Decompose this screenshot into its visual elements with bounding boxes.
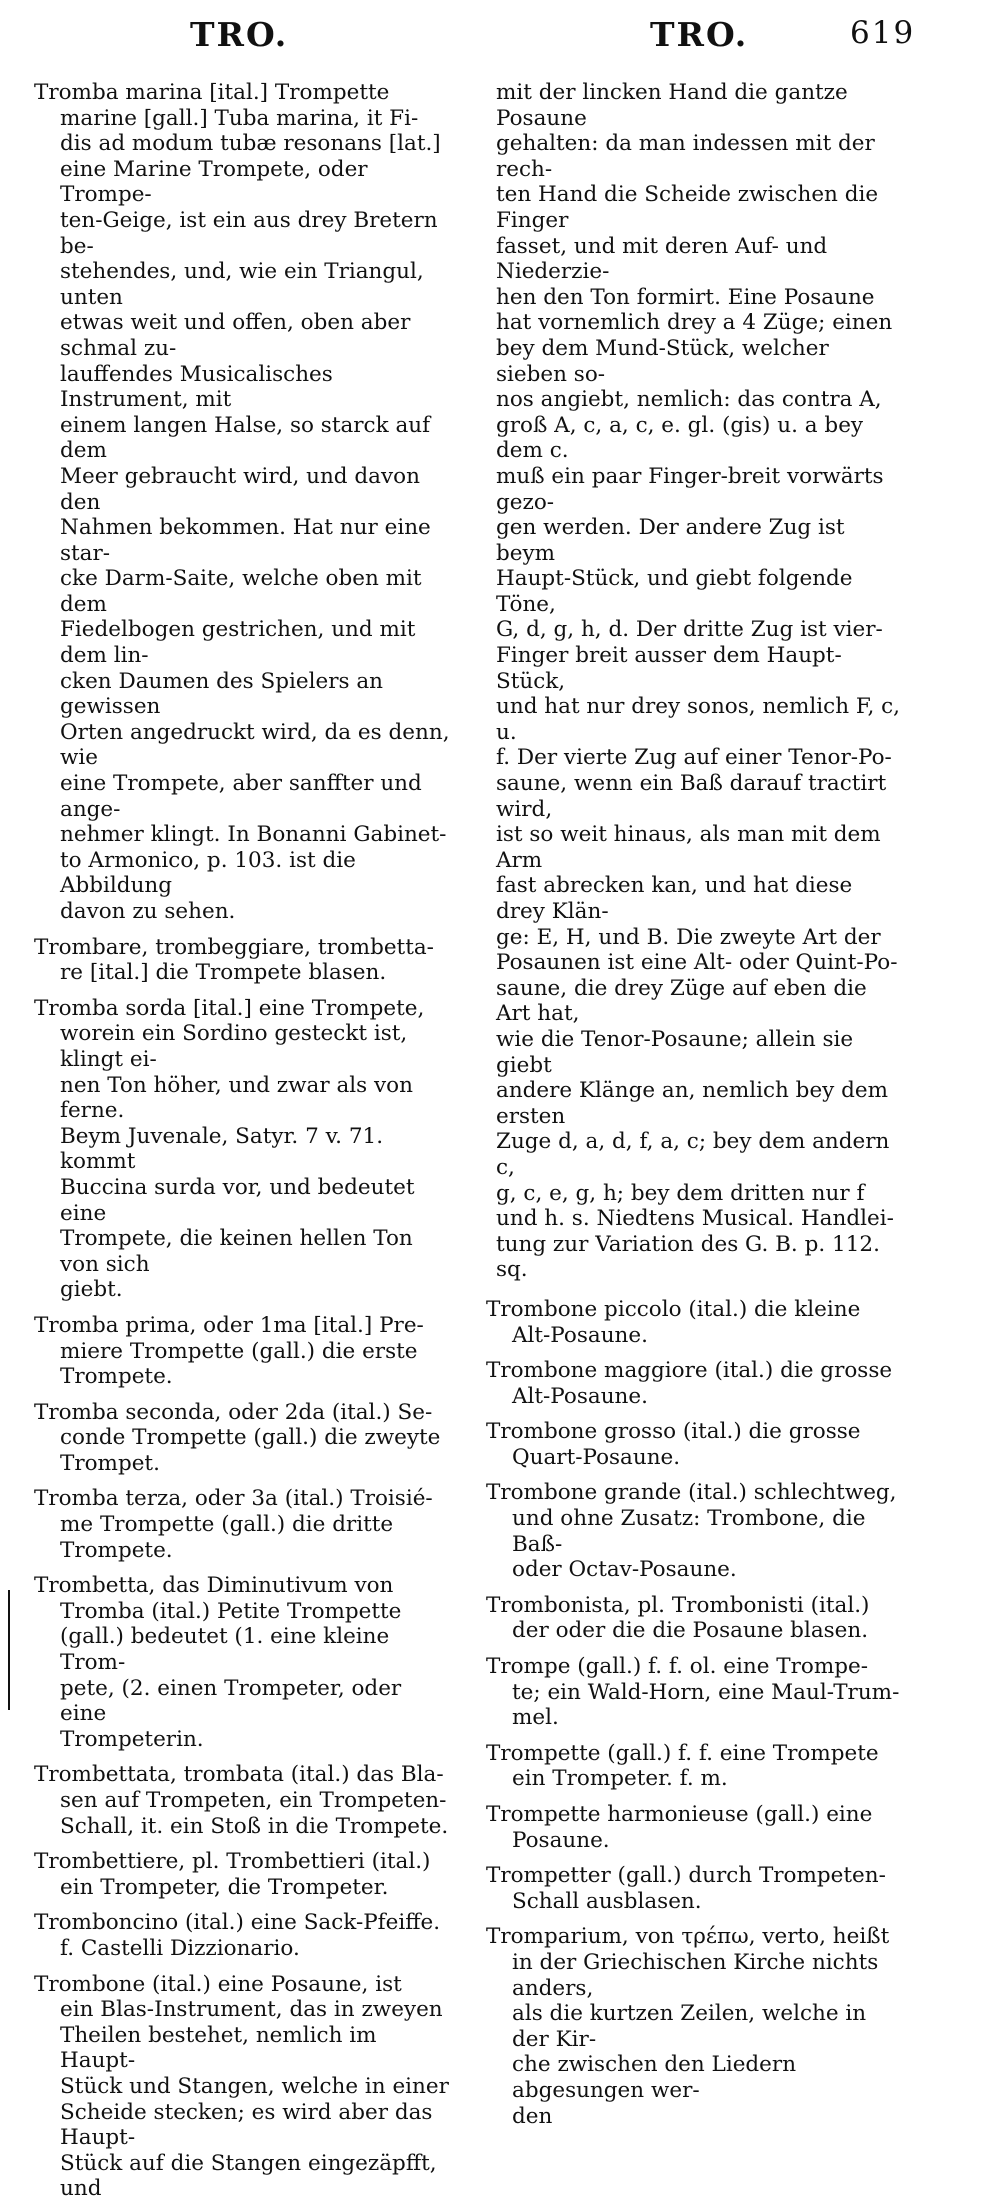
entry-trombettata: Trombettata, trombata (ital.) das Bla- sen auf Trompeten, ein Trompeten- Schall, it. ein Stoß in die Trompete. xyxy=(34,1762,449,1839)
right-column xyxy=(486,80,906,2139)
page-number: 619 xyxy=(850,15,916,51)
entry-trompetter: Trompetter (gall.) durch Trompeten- Schall ausblasen. xyxy=(486,1863,886,1914)
entry-tromba-prima: Tromba prima, oder 1ma [ital.] Pre- miere Trompette (gall.) die erste Trompete. xyxy=(34,1312,424,1390)
running-head-right: TRO. xyxy=(650,15,749,54)
entry-trombone-grande: Trombone grande (ital.) schlechtweg, und ohne Zusatz: Trombone, die Baß- oder Octav-Posaune. xyxy=(486,1480,897,1583)
entry-trombone-maggiore: Trombone maggiore (ital.) die grosse Alt-Posaune. xyxy=(486,1358,893,1409)
entry-trombone: Trombone (ital.) eine Posaune, ist ein Blas-Instrument, das in zweyen Theilen bestehet, nemlich im Haupt- Stück und Stangen, welche in einer Scheide stecken; es wird aber das Haupt- Stück auf die Stangen eingezäpfft, und xyxy=(34,1971,449,2202)
scan-edge-mark xyxy=(8,1590,10,1710)
entry-trombetta: Trombetta, das Diminutivum von Tromba (ital.) Petite Trompette (gall.) bedeutet (1. eine kleine Trom- pete, (2. einen Trompeter, oder eine Trompeterin. xyxy=(34,1573,402,1752)
entry-tromboncino: Tromboncino (ital.) eine Sack-Pfeiffe. f. Castelli Dizzionario. xyxy=(34,1910,441,1961)
entry-tromba-sorda: Tromba sorda [ital.] eine Trompete, worein ein Sordino gesteckt ist, klingt ei- nen Ton höher, und zwar als von ferne. Beym Juvenale, Satyr. 7 v. 71. kommt Buccina surda vor, und bedeutet eine Trompete, die keinen hellen Ton von sich giebt. xyxy=(34,995,425,1303)
entry-trombettiere: Trombettiere, pl. Trombettieri (ital.) ein Trompeter, die Trompeter. xyxy=(34,1849,431,1900)
entry-trombonista: Trombonista, pl. Trombonisti (ital.) der oder die die Posaune blasen. xyxy=(486,1592,870,1644)
entry-tromparium: Tromparium, von τρέπω, verto, heißt in der Griechischen Kirche nichts anders, als die kurtzen Zeilen, welche in der Kir- che zwischen den Liedern abgesungen wer- den xyxy=(486,1924,890,2129)
entry-tromba-seconda: Tromba seconda, oder 2da (ital.) Se- conde Trompette (gall.) die zweyte Trompet. xyxy=(34,1399,441,1476)
entry-tromba-marina: Tromba marina [ital.] Trompette marine [gall.] Tuba marina, it Fi- dis ad modum tubæ resonans [lat.] eine Marine Trompete, oder Trompe- ten-Geige, ist ein aus drey Bretern be- stehendes, und, wie ein Triangul, unten etwas weit und offen, oben aber schmal zu- lauffendes Musicalisches Instrument, mit einem langen Halse, so starck auf dem Meer gebraucht wird, und davon den Nahmen bekommen. Hat nur eine star- cke Darm-Saite, welche oben mit dem Fiedelbogen gestrichen, und mit dem lin- cken Daumen des Spielers an gewissen Orten angedruckt wird, da es denn, wie eine Trompete, aber sanffter und ange- nehmer klingt. In Bonanni Gabinet- to Armonico, p. 103. ist die Abbildung davon zu sehen. xyxy=(34,80,450,924)
entry-trombone-continuation: mit der lincken Hand die gantze Posaune gehalten: da man indessen mit der rech- ten Hand die Scheide zwischen die Finger fasset, und mit deren Auf- und Niederzie- hen den Ton formirt. Eine Posaune hat vornemlich drey a 4 Züge; einen bey dem Mund-Stück, welcher sieben so- nos angiebt, nemlich: das contra A, groß A, c, a, c, e. gl. (gis) u. a bey dem c. muß ein paar Finger-breit vorwärts gezo- gen werden. Der andere Zug ist beym Haupt-Stück, und giebt folgende Töne, G, d, g, h, d. Der dritte Zug ist vier- Finger breit ausser dem Haupt-Stück, und hat nur drey sonos, nemlich F, c, u. f. Der vierte Zug auf einer Tenor-Po- saune, wenn ein Baß darauf tractirt wird, ist so weit hinaus, als man mit dem Arm fast abrecken kan, und hat diese drey Klän- ge: E, H, und B. Die zweyte Art der Posaunen ist eine Alt- oder Quint-Po- saune, die drey Züge auf eben die Art hat, wie die Tenor-Posaune; allein sie giebt andere Klänge an, nemlich bey dem ersten Zuge d, a, d, f, a, c; bey dem andern c, g, c, e, g, h; bey dem dritten nur f und h. s. Niedtens Musical. Handlei- tung zur Variation des G. B. p. 112. sq. xyxy=(496,80,900,1283)
entry-trombone-grosso: Trombone grosso (ital.) die grosse Quart-Posaune. xyxy=(486,1419,861,1470)
entry-trombone-piccolo: Trombone piccolo (ital.) die kleine Alt-Posaune. xyxy=(486,1296,861,1348)
entry-trompette: Trompette (gall.) f. f. eine Trompete ein Trompeter. f. m. xyxy=(486,1740,879,1792)
left-column xyxy=(34,80,454,2212)
entry-trompe: Trompe (gall.) f. f. ol. eine Trompe- te; ein Wald-Horn, eine Maul-Trum- mel. xyxy=(486,1654,900,1731)
entry-trombare: Trombare, trombeggiare, trombetta- re [ital.] die Trompete blasen. xyxy=(34,934,434,986)
entry-trompette-harmonieuse: Trompette harmonieuse (gall.) eine Posaune. xyxy=(486,1802,873,1853)
entry-tromba-terza: Tromba terza, oder 3a (ital.) Troisié- me Trompette (gall.) die dritte Trompete. xyxy=(34,1486,433,1563)
running-head-left: TRO. xyxy=(190,15,289,54)
